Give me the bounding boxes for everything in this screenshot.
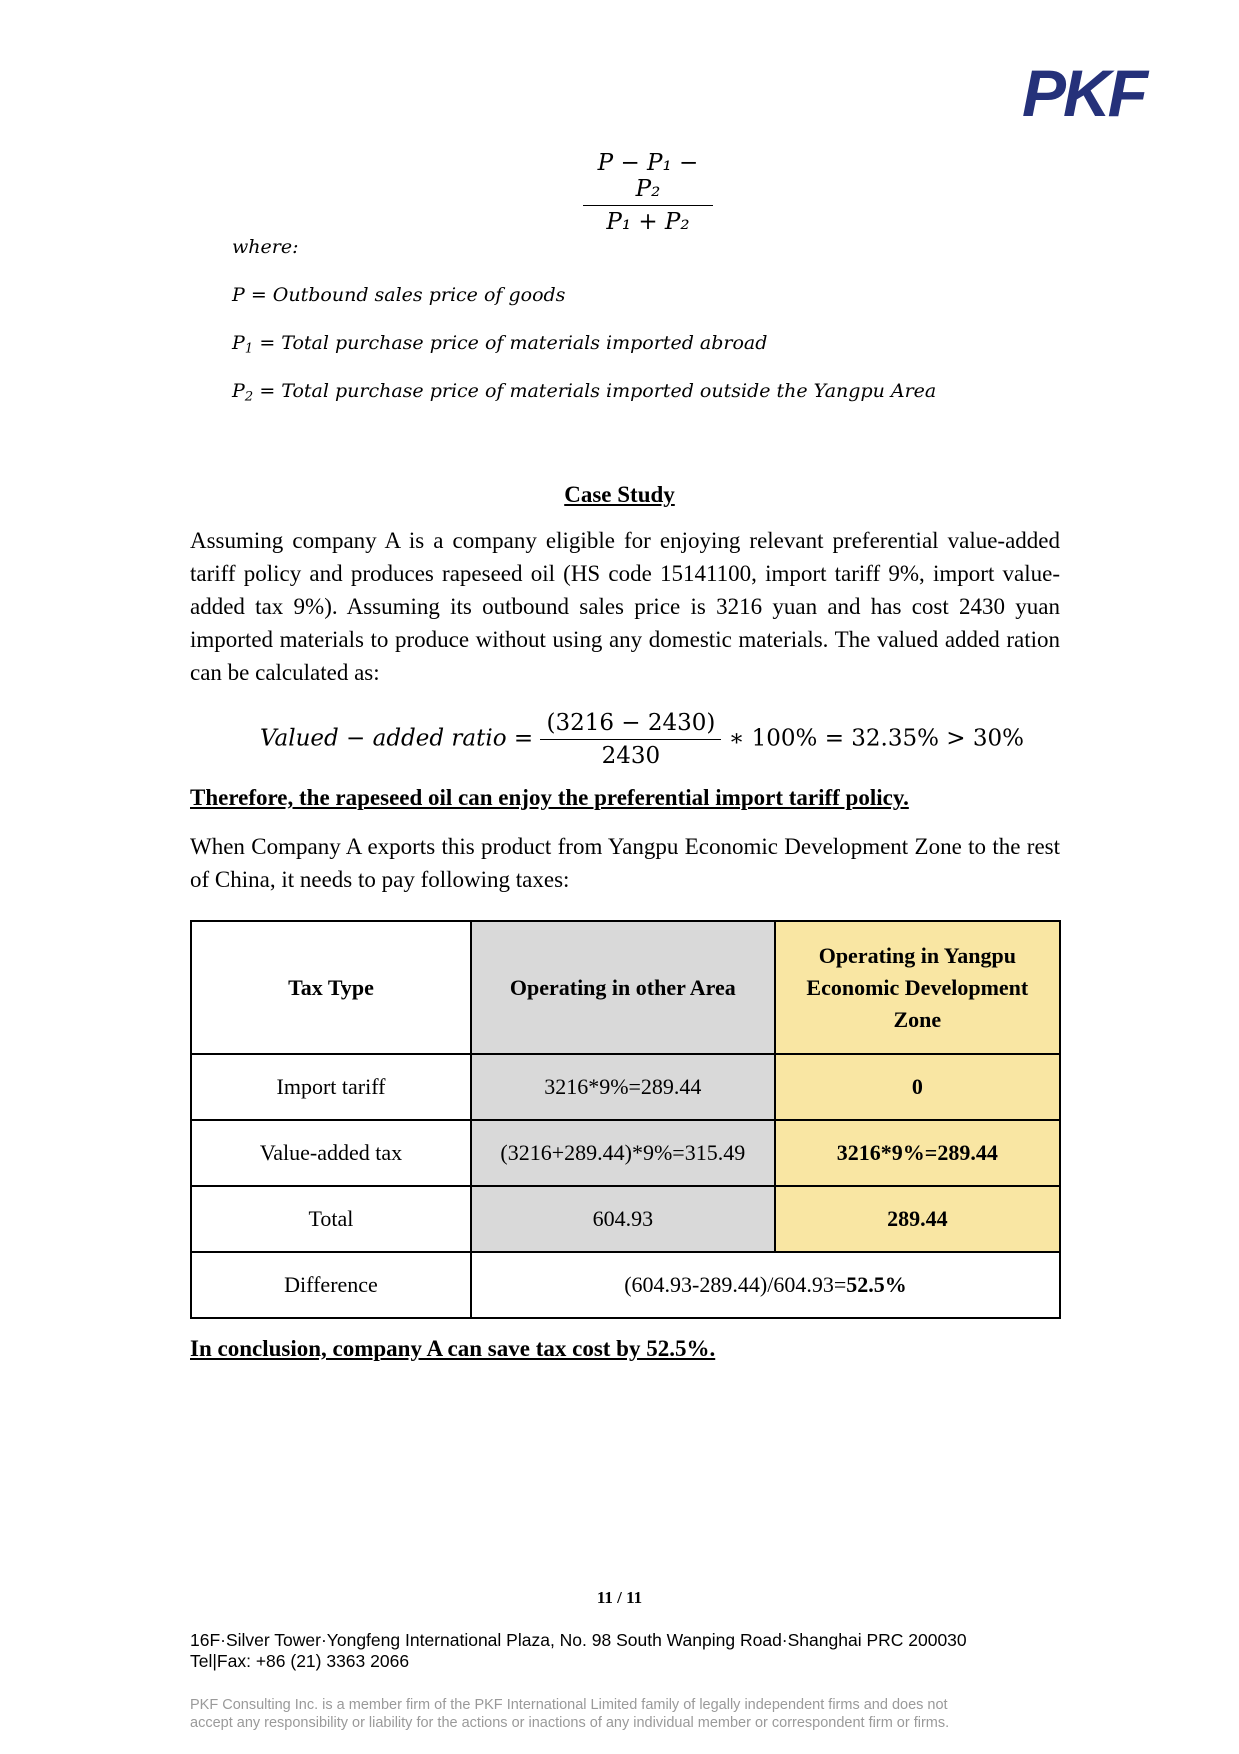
- tax-comparison-table: [190, 920, 1061, 1319]
- other-area-value: 3216*9%=289.44: [471, 1054, 775, 1120]
- footer-address: 16F·Silver Tower·Yongfeng International Plaza, No. 98 South Wanping Road·Shanghai PRC 200030: [190, 1630, 967, 1650]
- ratio-denominator: 2430: [601, 743, 661, 769]
- table-row: [191, 1054, 1060, 1120]
- definition-p: [232, 284, 565, 306]
- value-added-ratio-equation: [260, 710, 1024, 769]
- therefore-statement: Therefore, the rapeseed oil can enjoy the preferential import tariff policy.: [190, 785, 909, 810]
- definition-p1: [232, 332, 767, 356]
- footer-tel: Tel|Fax: +86 (21) 3363 2066: [190, 1651, 410, 1671]
- yangpu-value: 3216*9%=289.44: [775, 1120, 1060, 1186]
- formula-numerator: P − P₁ − P₂: [583, 150, 713, 206]
- disclaimer-line: PKF Consulting Inc. is a member firm of the PKF International Limited family of legally independent firms and does not: [190, 1697, 948, 1713]
- difference-value: [471, 1252, 1060, 1318]
- header-tax-type: Tax Type: [191, 921, 471, 1054]
- definition-symbol: P: [232, 332, 245, 354]
- conclusion-statement: In conclusion, company A can save tax cost by 52.5%.: [190, 1336, 716, 1361]
- header-other-area: Operating in other Area: [471, 921, 775, 1054]
- price-ratio-formula: [583, 150, 713, 235]
- yangpu-value: 0: [775, 1054, 1060, 1120]
- yangpu-value: 289.44: [775, 1186, 1060, 1252]
- formula-denominator: P₁ + P₂: [606, 209, 690, 235]
- disclaimer-line: accept any responsibility or liability for the actions or inactions of any individual member or correspondent firm or firms.: [190, 1715, 950, 1731]
- table-header-row: [191, 921, 1060, 1054]
- ratio-rhs: ∗ 100% = 32.35% > 30%: [728, 725, 1024, 752]
- where-label: where:: [232, 236, 299, 258]
- table-row: [191, 1186, 1060, 1252]
- row-label: Value-added tax: [191, 1120, 471, 1186]
- case-study-title: Case Study: [564, 482, 675, 507]
- definition-symbol: P: [232, 380, 245, 402]
- definition-subscript: 1: [244, 341, 254, 357]
- definition-text: = Total purchase price of materials imported abroad: [259, 332, 768, 354]
- row-label: Difference: [191, 1252, 471, 1318]
- other-area-value: (3216+289.44)*9%=315.49: [471, 1120, 775, 1186]
- table-row: [191, 1120, 1060, 1186]
- difference-result: 52.5%: [846, 1272, 907, 1297]
- definition-symbol: P: [232, 284, 245, 306]
- pkf-logo: PKF: [1022, 56, 1145, 130]
- row-label: Total: [191, 1186, 471, 1252]
- row-label: Import tariff: [191, 1054, 471, 1120]
- footer-address-block: [190, 1630, 967, 1672]
- definition-subscript: 2: [244, 389, 254, 405]
- definition-text: = Total purchase price of materials imported outside the Yangpu Area: [259, 380, 937, 402]
- footer-disclaimer: [190, 1696, 949, 1732]
- definition-p2: [232, 380, 936, 404]
- page-number: 11 / 11: [596, 1588, 643, 1607]
- other-area-value: 604.93: [471, 1186, 775, 1252]
- ratio-numerator: (3216 − 2430): [540, 710, 721, 740]
- definition-text: = Outbound sales price of goods: [250, 284, 566, 306]
- difference-row: [191, 1252, 1060, 1318]
- case-study-paragraph: Assuming company A is a company eligible for enjoying relevant preferential value-added tariff policy and produces rapeseed oil (HS code 15141100, import tariff 9%, import value-added tax 9%). Assuming its outbound sales price is 3216 yuan and has cost 2430 yuan imported materials to produce without using any domestic materials. The valued added ration can be calculated as:: [190, 528, 1060, 685]
- export-paragraph: When Company A exports this product from Yangpu Economic Development Zone to the rest of China, it needs to pay following taxes:: [190, 834, 1060, 892]
- ratio-lhs: Valued − added ratio =: [260, 725, 534, 752]
- difference-formula: (604.93-289.44)/604.93=: [624, 1272, 847, 1297]
- header-yangpu: Operating in Yangpu Economic Development Zone: [775, 921, 1060, 1054]
